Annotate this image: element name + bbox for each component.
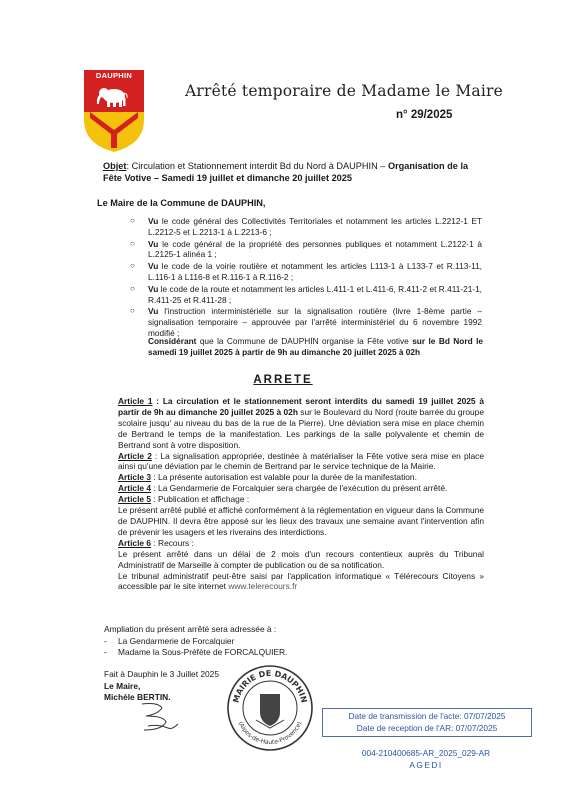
transmission-date: Date de transmission de l'acte: 07/07/2025: [348, 711, 506, 721]
article-text: : La Gendarmerie de Forcalquier sera chargée de l'exécution du présent arrêté.: [151, 483, 448, 494]
ampliation-title: Ampliation du présent arrêté sera adressée à :: [104, 624, 277, 634]
stamp-top-text: MAIRIE DE DAUPHIN: [231, 668, 309, 704]
article-label: Article 3: [118, 472, 152, 483]
dauphin-logo: [84, 70, 144, 152]
objet-text: : Circulation et Stationnement interdit Bd du Nord à DAUPHIN –: [126, 161, 386, 171]
vu-label: Vu: [148, 238, 159, 249]
article-2: [118, 451, 484, 473]
objet-label: Objet: [103, 161, 127, 171]
considerant-label: Considérant: [148, 336, 197, 346]
objet-paragraph: [103, 160, 483, 184]
ampliation-text: Madame la Sous-Préfète de FORCALQUIER.: [118, 647, 288, 657]
article-label: Article 4: [118, 483, 152, 494]
dash-icon: -: [104, 647, 107, 657]
considerant-paragraph: [148, 336, 483, 357]
transmission-box: [322, 708, 532, 737]
vu-text: le code de la route et notamment les articles L.411-1 et L.411-6, R.411-2 et R.411-21-1, R.411-25 et R.411-28 ;: [148, 283, 482, 305]
article-label: Article 2: [118, 450, 152, 461]
considerant-bold: sur le Bd Nord le samedi 19 juillet 2025 à partir de 9h au dimanche 20 juillet 2025 à 02h: [148, 336, 483, 357]
bullet-icon: ○: [130, 261, 135, 271]
article-text: : Recours :: [151, 537, 194, 548]
signature-icon: [128, 700, 188, 734]
vu-label: Vu: [148, 261, 159, 272]
considerant-text: que la Commune de DAUPHIN organise la Fête votive: [196, 336, 413, 346]
article-text: Le tribunal administratif peut-être saisi par l'application informatique « Télérecours Citoyens » accessible par le site internet: [118, 570, 484, 592]
vu-text: le code général de la propriété des personnes publiques et notamment L.2122-1 à L.2125-1 alinéa 1 ;: [148, 238, 482, 260]
article-6: [118, 538, 484, 549]
acte-identifier: 004-210400685-AR_2025_029-AR: [361, 748, 491, 758]
signatory-name: Michèle BERTIN.: [104, 692, 171, 702]
vu-text: l'instruction interministérielle sur la signalisation routière (livre 1-8ème partie – signalisation temporaire – approuvée par l'arrêté interministériel du 6 novembre 1992 modifié ;: [148, 306, 482, 338]
vu-item: [130, 306, 482, 338]
ampliation-text: La Gendarmerie de Forcalquier: [118, 636, 235, 646]
signatory-role: Le Maire,: [104, 681, 141, 691]
article-bold-text: : La circulation et le stationnement seront interdits du samedi 19 juillet 2025 à partir de 9h au dimanche 20 juillet 2025 à 02h: [118, 396, 484, 417]
mairie-stamp-icon: [226, 664, 314, 752]
bullet-icon: ○: [130, 216, 135, 225]
article-5-body: Le présent arrêté publié et affiché conformément à la réglementation en vigueur dans la Commune de DAUPHIN. Il devra être apposé sur les lieux des travaux une semaine avant l'intervention afin de prévenir les usagers et les riverains des interdictions.: [118, 505, 484, 537]
arrete-heading: ARRETE: [253, 374, 313, 386]
article-5: [118, 494, 484, 505]
article-text: sur le Boulevard du Nord (route barrée du groupe scolaire jusqu' au niveau du bas de la rue de la Pierre). Une déviation sera mise en place chemin de Bertrand le temps de la manifestation. Les parkings de la salle polyvalente et chemin de Bertrand sont à votre disposition.: [118, 406, 484, 450]
article-label: Article 1: [118, 396, 153, 406]
reception-date: Date de reception de l'AR: 07/07/2025: [356, 722, 498, 733]
bullet-icon: ○: [130, 238, 135, 248]
document-title: Arrêté temporaire de Madame le Maire: [185, 82, 503, 100]
articles-section: [118, 396, 484, 592]
ampliation-item: [104, 647, 287, 658]
vu-item: [130, 284, 482, 306]
coat-of-arms-icon: [84, 82, 144, 152]
ampliation-item: [104, 636, 287, 647]
vu-item: [130, 261, 482, 283]
vu-label: Vu: [148, 216, 159, 226]
article-3: [118, 472, 484, 483]
maire-heading: Le Maire de la Commune de DAUPHIN,: [97, 198, 266, 208]
article-label: Article 6: [118, 537, 152, 548]
telerecours-link[interactable]: www.telerecours.fr: [228, 581, 298, 592]
vu-label: Vu: [148, 306, 159, 317]
vu-label: Vu: [148, 283, 159, 294]
article-6-body: Le présent arrêté dans un délai de 2 mois d'un recours contentieux auprès du Tribunal Administratif de Marseille à compter de publication ou de sa notification.: [118, 548, 484, 570]
bullet-icon: ○: [130, 306, 135, 316]
article-4: [118, 483, 484, 494]
article-text: : La présente autorisation est valable pour la durée de la manifestation.: [151, 472, 417, 483]
article-6-telerecours: [118, 571, 484, 593]
stamp-bottom-text: (Alpes-de-Haute-Provence): [236, 720, 304, 747]
article-1: [118, 396, 484, 451]
vu-text: le code de la voirie routière et notamment les articles L113-1 à L133-7 et R.113-11, L.116-1 à L116-8 et R.116-1 à R.116-2 ;: [148, 261, 482, 282]
vu-item: [130, 216, 482, 238]
dash-icon: -: [104, 636, 107, 646]
ampliation-list: [104, 636, 287, 658]
article-label: Article 5: [118, 494, 152, 505]
objet-bold: Organisation de la Fête Votive – Samedi 19 juillet et dimanche 20 juillet 2025: [103, 161, 469, 183]
agedi-label: AGEDI: [409, 760, 443, 770]
logo-text: DAUPHIN: [84, 70, 144, 82]
article-text: : Publication et affichage :: [151, 494, 250, 505]
vu-list: [130, 216, 482, 340]
vu-text: le code général des Collectivités Territoriales et notamment les articles L.2212-1 ET L.2212-5 et L.2213-1 à L.2213-6 ;: [148, 216, 482, 237]
article-text: : La signalisation appropriée, destinée à matérialiser la Fête votive sera mise en place ainsi qu'une déviation par le chemin de Bertrand par le service technique de la Mairie.: [118, 450, 484, 472]
arrete-number: n° 29/2025: [396, 109, 453, 121]
bullet-icon: ○: [130, 283, 135, 293]
fait-a: Fait à Dauphin le 3 Juillet 2025: [104, 669, 219, 679]
vu-item: [130, 239, 482, 261]
